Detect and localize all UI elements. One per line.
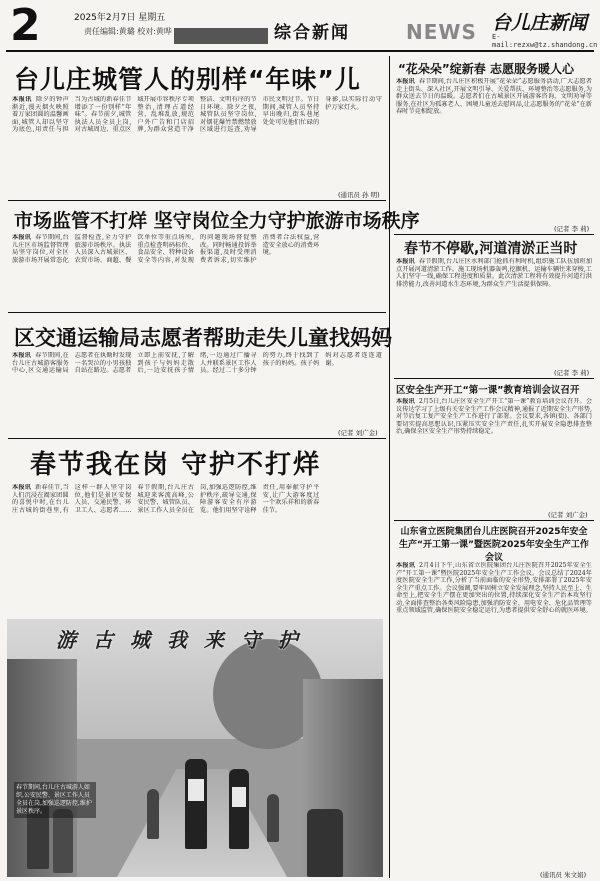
byline-a3: 本报讯 <box>12 352 31 359</box>
headline-a8: 山东省立医院集团台儿庄医院召开2025年安全生产“开工第一课”暨医院2025年安全生产工作会议 <box>399 527 589 563</box>
headline-a6: 春节不停歇,河道清淤正当时 <box>404 241 578 257</box>
body-text-a2: 春节期间,台儿庄区市场监督管理局坚守岗位,对全区旅游市场开展常态化监督检查,全力守护旅游市场秩序。执法人员深入古城景区、农贸市场、商超、餐饮单位等重点场所,重点检查明码标价、食品安全、特种设备安全等内容,对发现的问题现场督促整改。同时畅通投诉举报渠道,及时受理消费者诉求,切实维护消费者合法权益,营造安全放心的消费环境。 <box>12 234 320 264</box>
author-a6: (记者 李 莉) <box>554 369 590 377</box>
divider-rule <box>394 378 594 379</box>
headline-a4: 春节我在岗 守护不打烊 <box>30 450 322 480</box>
body-text-a8: 2月4日下午,山东省立医院集团台儿庄医院召开2025年安全生产“开工第一课”暨医院2025年安全生产工作会议。会议总结了2024年度医院安全生产工作,分析了当前面临的安全形势,安排部署了2025年安全生产重点工作。会议强调,要牢固树立安全发展理念,坚持人民至上、生命至上,把安全生产摆在更加突出的位置,持续深化安全生产治本攻坚行动,全面排查整治各类风险隐患,加强消防安全、用电安全、危化品管理等重点领域监管,确保医院安全稳定运行,为患者提供安全舒心的就医环境。 <box>396 562 592 614</box>
divider-rule <box>8 438 386 439</box>
article-body-a7 <box>396 398 592 510</box>
byline-a8: 本报讯 <box>396 562 416 569</box>
divider-rule <box>394 520 594 521</box>
contact-email: E-mail:rezxw@tz.shandong.cn <box>492 33 598 49</box>
byline-a2: 本报讯 <box>12 234 31 241</box>
divider-rule <box>8 200 386 201</box>
headline-a2: 市场监管不打烊 坚守岗位全力守护旅游市场秩序 <box>14 210 420 232</box>
article-body-a5 <box>396 78 592 224</box>
headline-a1: 台儿庄城管人的别样“年味”儿 <box>14 65 361 94</box>
body-text-a6: 春节假期,台儿庄区水利部门抢抓有利时机,组织施工队伍加班加点开展河道清淤工作。施工现场机器轰鸣,挖掘机、运输车辆往来穿梭,工人们坚守一线,确保工程进度和质量。此次清淤工程将有效提升河道行洪排涝能力,改善河道水生态环境,为群众生产生活提供保障。 <box>396 258 592 288</box>
body-text-a3: 春节期间,在台儿庄古城游客服务中心,区交通运输局志愿者在执勤时发现一名哭泣的小男孩独自站在路边。志愿者立即上前安抚,了解到孩子与妈妈走散后,一边安抚孩子情绪,一边通过广播寻人并联系景区工作人员。经过二十多分钟的努力,终于找到了孩子的妈妈。孩子妈妈对志愿者连连道谢。 <box>12 352 382 374</box>
author-a3: (记者 刘广金) <box>338 429 378 437</box>
headline-a5: “花朵朵”绽新春 志愿服务暖人心 <box>398 62 574 76</box>
page-header <box>6 0 598 52</box>
body-text-a5: 春节期间,台儿庄区积极开展“花朵朵”志愿服务活动,广大志愿者走上街头、深入社区,开展文明引导、关爱帮扶、环境整治等志愿服务,为群众送去节日的温暖。志愿者们在古城景区开展游客咨询、文明劝导等服务,在社区为孤寡老人、困境儿童送去慰问品,让志愿服务的“花朵”在新春时节竞相绽放。 <box>396 78 592 115</box>
author-a8: (通讯员 朱文娟) <box>540 871 587 879</box>
byline-a6: 本报讯 <box>396 258 415 265</box>
column-divider <box>389 56 390 878</box>
headline-a7: 区安全生产开工“第一课”教育培训会议召开 <box>396 385 580 396</box>
byline-a7: 本报讯 <box>396 398 415 405</box>
divider-rule <box>394 234 594 235</box>
author-a7: (记者 刘广金) <box>548 511 588 519</box>
news-word: NEWS <box>406 20 477 44</box>
author-a5: (记者 李 莉) <box>554 225 590 233</box>
article-body-a4 <box>12 484 382 610</box>
body-text-a4: 新春佳节,当人们沉浸在阖家团圆的喜悦中时,在台儿庄古城的街巷里,有这样一群人坚守岗位,他们是景区安保人员、交通民警、环卫工人、志愿者……春节假期,台儿庄古城迎来客流高峰,公安民警、城管队员、景区工作人员全员在岗,加强巡逻防控,维护秩序,疏导交通,保障游客安全有序游览。他们用坚守诠释责任,用奉献守护平安,让广大游客度过一个欢乐祥和的新春佳节。 <box>12 484 320 514</box>
article-body-a8 <box>396 562 592 868</box>
section-title: 综合新闻 <box>274 23 350 43</box>
editors-line: 责任编辑:黄璐 校对:黄哗 <box>84 27 172 36</box>
headline-a3: 区交通运输局志愿者帮助走失儿童找妈妈 <box>14 326 392 350</box>
article-body-a3 <box>12 352 382 422</box>
page-number: 2 <box>10 0 41 51</box>
body-text-a1: 除夕的钟声渐近,漫天烟火映照着万家团圆的温馨画面,城管人却以坚守为底色,用责任与担当为古城的新春佳节增添了一份别样“年味”。春节前夕,城管执法人员全员上岗,对古城周边、重点区域开展市容秩序专项整治,清理占道经营、乱堆乱放,规范户外广告和门店招牌,为群众营造干净整洁、文明有序的节日环境。除夕之夜,城管队员坚守岗位,对烟花爆竹禁燃禁放区域进行巡查,劝导市民文明过节。节日期间,城管人员坚持早出晚归,街头巷尾处处可见他们忙碌的身影,以实际行动守护万家灯火。 <box>12 96 382 133</box>
article-body-a1 <box>12 96 382 194</box>
divider-rule <box>8 312 386 313</box>
issue-date: 2025年2月7日 星期五 <box>74 13 166 23</box>
author-a1: (通讯员 孙 明) <box>338 191 380 199</box>
article-body-a2 <box>12 234 382 310</box>
article-body-a6 <box>396 258 592 368</box>
body-text-a7: 2月5日,台儿庄区安全生产开工“第一课”教育培训会议召开。会议传达学习了上级有关安全生产工作会议精神,通报了近期安全生产形势,对节后复工复产安全生产工作进行了部署。会议要求,各镇(街)、各部门要切实提高思想认识,压紧压实安全生产责任,扎实开展安全隐患排查整治,确保全区安全生产形势持续稳定。 <box>396 398 592 435</box>
news-photo <box>7 619 383 877</box>
byline-a4: 本报讯 <box>12 484 31 491</box>
photo-caption: 春节期间,台儿庄古城游人如织,公安民警、景区工作人员全员在岗,加强巡逻防控,维护景区秩序。 <box>14 782 96 818</box>
byline-a1: 本报讯 <box>12 96 32 103</box>
masthead-logo: 台儿庄新闻 <box>492 12 588 34</box>
header-decor-bar <box>174 28 268 44</box>
byline-a5: 本报讯 <box>396 78 415 85</box>
photo-title: 游 古 城 我 来 守 护 <box>56 628 303 652</box>
